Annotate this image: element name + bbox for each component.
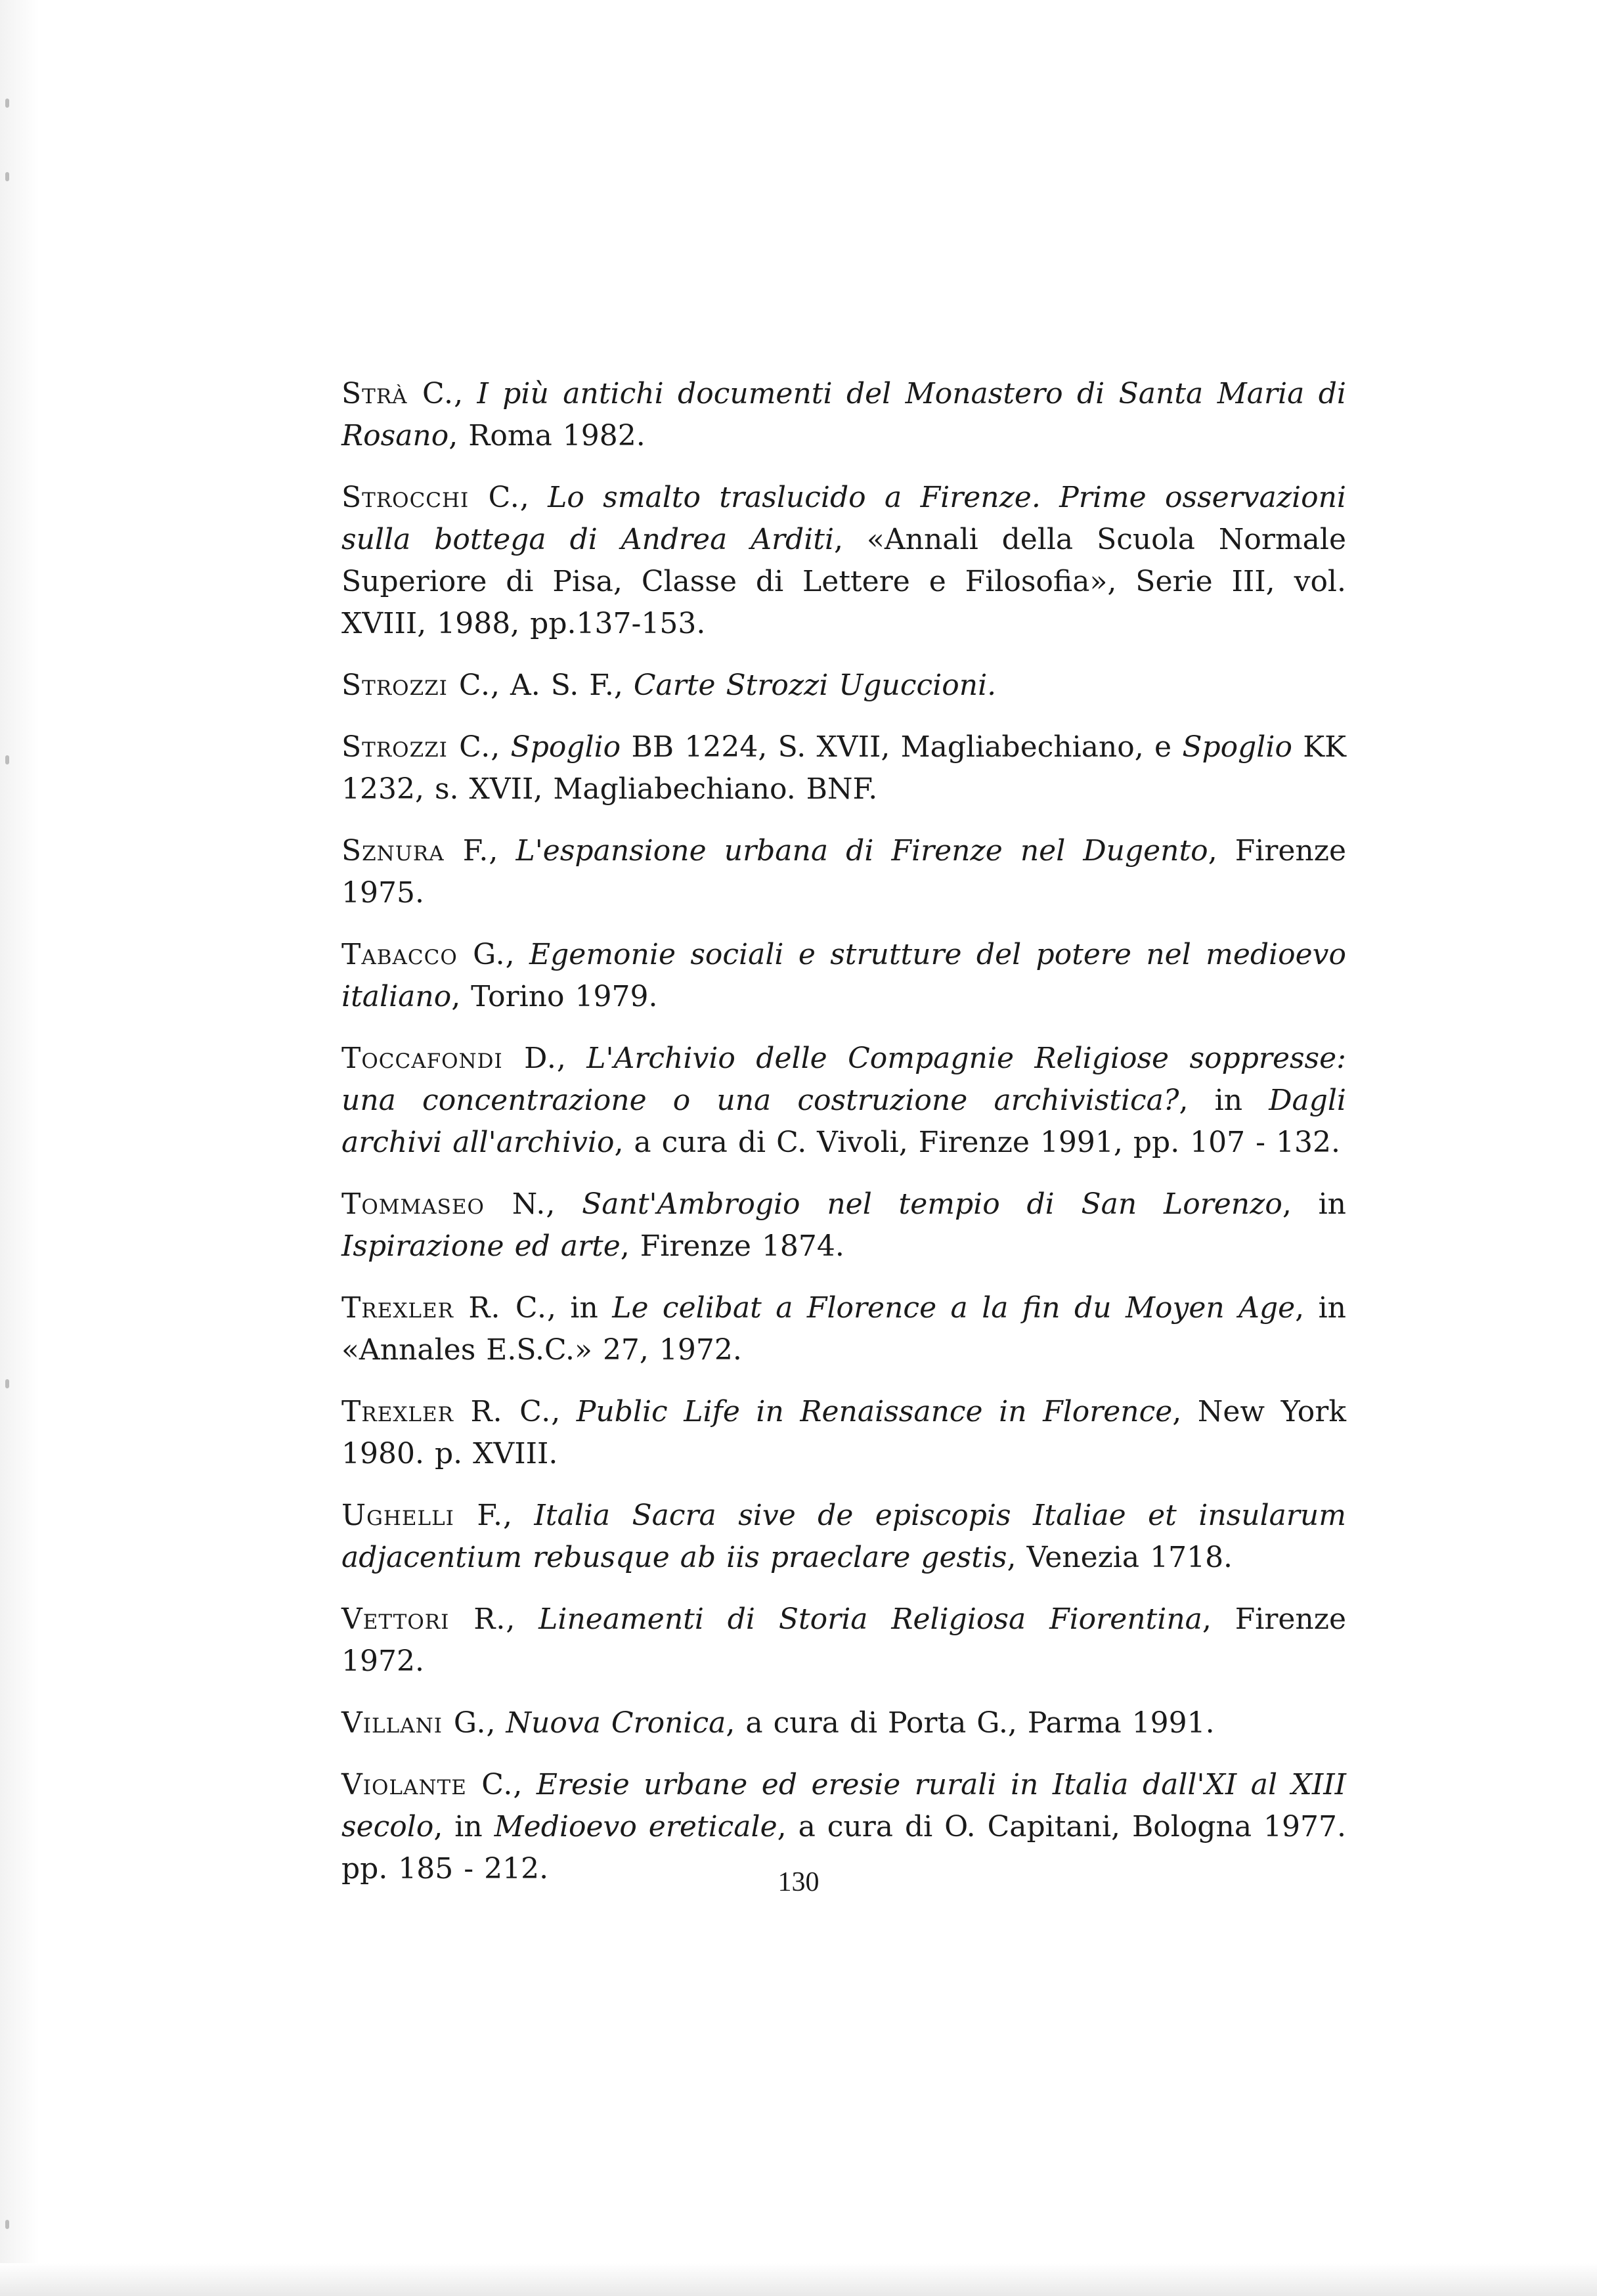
entry-details: , a cura di C. Vivoli, Firenze 1991, pp. 107 - 132. — [614, 1126, 1340, 1159]
margin-speck — [5, 755, 9, 764]
bibliography-list — [341, 373, 1346, 1910]
entry-author: Ughelli F. — [341, 1499, 504, 1532]
entry-title: Lo smalto traslucido a Firenze. Prime osservazioni sulla bottega di Andrea Arditi — [341, 481, 1346, 556]
entry-title: Ispirazione ed arte — [341, 1229, 621, 1263]
entry-author: Trexler R. C. — [341, 1291, 547, 1325]
entry-details: , Roma 1982. — [448, 419, 645, 453]
entry-details: , Firenze 1972. — [341, 1602, 1346, 1678]
entry-details: , — [519, 481, 548, 514]
entry-title: Dagli archivi all'archivio — [341, 1084, 1347, 1159]
entry-title: Medioevo ereticale — [494, 1810, 777, 1843]
entry-title: Spoglio — [1182, 730, 1292, 764]
entry-details: , «Annali della Scuola Normale Superiore di Pisa, Classe di Lettere e Filosofia», Serie III, vol. XVIII, 1988, pp.137-153. — [341, 523, 1346, 640]
entry-details: , in — [1179, 1084, 1269, 1117]
page-edge-shadow — [0, 0, 39, 2296]
bibliography-entry — [341, 934, 1346, 1018]
bibliography-entry — [341, 1702, 1346, 1744]
entry-details: , in — [1282, 1187, 1346, 1221]
entry-title: Lineamenti di Storia Religiosa Fiorentina — [538, 1602, 1202, 1636]
bibliography-entry — [341, 1038, 1346, 1164]
entry-title: I più antichi documenti del Monastero di Santa Maria di Rosano — [341, 377, 1346, 453]
bibliography-entry — [341, 830, 1346, 914]
bibliography-entry — [341, 1391, 1346, 1475]
entry-title: Le celibat a Florence a la fin du Moyen Age — [612, 1291, 1296, 1325]
entry-details: , — [513, 1768, 536, 1801]
entry-details: , — [503, 1499, 535, 1532]
entry-details: , — [551, 1395, 577, 1428]
entry-details: , — [506, 1602, 539, 1636]
entry-details: , — [556, 1042, 587, 1075]
bibliography-entry — [341, 1183, 1346, 1268]
entry-title: Eresie urbane ed eresie rurali in Italia dall'XI al XIII secolo — [341, 1768, 1346, 1843]
entry-title: Sant'Ambrogio nel tempio di San Lorenzo — [582, 1187, 1282, 1221]
entry-title: Carte Strozzi Uguccioni. — [633, 669, 997, 702]
entry-details: , — [454, 377, 477, 410]
bibliography-entry — [341, 477, 1346, 645]
page-bottom-shadow — [0, 2263, 1597, 2296]
entry-author: Tommaseo N. — [341, 1187, 546, 1221]
entry-details: , in «Annales E.S.C.» 27, 1972. — [341, 1291, 1346, 1367]
entry-author: Sznura F. — [341, 834, 489, 868]
entry-details: , — [505, 938, 529, 971]
entry-details: , Venezia 1718. — [1007, 1541, 1233, 1574]
entry-title: L'espansione urbana di Firenze nel Dugento — [515, 834, 1208, 868]
entry-details: , in — [547, 1291, 613, 1325]
entry-details: , in — [433, 1810, 494, 1843]
entry-author: Trexler R. C. — [341, 1395, 552, 1428]
entry-title: Italia Sacra sive de episcopis Italiae et insularum adjacentium rebusque ab iis praeclare gestis — [341, 1499, 1346, 1574]
margin-speck — [5, 2220, 9, 2229]
entry-details: , Torino 1979. — [451, 980, 658, 1013]
bibliography-entry — [341, 373, 1346, 457]
entry-title: Egemonie sociali e strutture del potere nel medioevo italiano — [341, 938, 1346, 1013]
entry-author: Strocchi C. — [341, 481, 520, 514]
entry-details: KK 1232, s. XVII, Magliabechiano. BNF. — [341, 730, 1346, 806]
margin-speck — [5, 172, 9, 181]
entry-details: , a cura di Porta G., Parma 1991. — [726, 1706, 1215, 1740]
entry-title: Nuova Cronica — [506, 1706, 726, 1740]
entry-title: Spoglio — [510, 730, 621, 764]
bibliography-entry — [341, 726, 1346, 810]
entry-details: BB 1224, S. XVII, Magliabechiano, e — [621, 730, 1183, 764]
entry-details: , A. S. F., — [490, 669, 634, 702]
bibliography-entry — [341, 665, 1346, 707]
entry-author: Strà C. — [341, 377, 454, 410]
entry-details: , — [489, 834, 516, 868]
bibliography-entry — [341, 1495, 1346, 1579]
entry-author: Strozzi C. — [341, 730, 491, 764]
page-number: 130 — [777, 1867, 820, 1897]
margin-speck — [5, 99, 9, 108]
entry-author: Tabacco G. — [341, 938, 506, 971]
entry-title: Public Life in Renaissance in Florence — [576, 1395, 1173, 1428]
entry-author: Vettori R. — [341, 1602, 506, 1636]
entry-details: , New York 1980. p. XVIII. — [341, 1395, 1346, 1470]
entry-details: , Firenze 1874. — [620, 1229, 844, 1263]
entry-details: , Firenze 1975. — [341, 834, 1346, 910]
entry-author: Strozzi C. — [341, 669, 491, 702]
entry-details: , — [491, 730, 511, 764]
entry-title: L'Archivio delle Compagnie Religiose soppresse: una concentrazione o una costruzione archivistica? — [341, 1042, 1347, 1117]
entry-author: Villani G. — [341, 1706, 487, 1740]
entry-details: , — [486, 1706, 506, 1740]
bibliography-entry — [341, 1287, 1346, 1371]
entry-author: Toccafondi D. — [341, 1042, 557, 1075]
entry-author: Violante C. — [341, 1768, 514, 1801]
bibliography-entry — [341, 1599, 1346, 1683]
entry-details: , — [546, 1187, 582, 1221]
margin-speck — [5, 1379, 9, 1388]
entry-details: , a cura di O. Capitani, Bologna 1977. pp. 185 - 212. — [341, 1810, 1346, 1886]
